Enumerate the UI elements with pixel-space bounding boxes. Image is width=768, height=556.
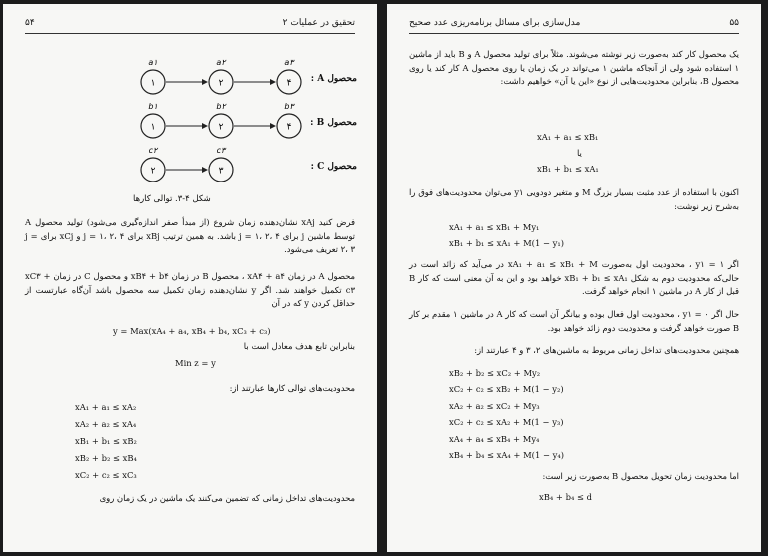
or-word: یا (577, 148, 582, 158)
machine-number: ۲ (150, 166, 156, 177)
due-date-constraint: xB₄ + b₄ ≤ d (539, 492, 592, 502)
product-a-label: محصول A : (310, 74, 357, 84)
left-page-number: ۵۴ (25, 18, 35, 28)
equation-y: y = Max(xA₄ + a₄, xB₄ + b₄, xC₃ + c₃) (113, 326, 271, 336)
task-duration-label: c۳ (216, 146, 226, 155)
right-book-page (387, 4, 761, 552)
task-duration-label: b۳ (284, 102, 294, 111)
left-running-title: تحقیق در عملیات ۲ (282, 18, 355, 28)
right-page-number: ۵۵ (729, 18, 739, 28)
task-sequence-diagram (3, 42, 377, 182)
task-duration-label: a۳ (284, 58, 294, 67)
either-constraint-2: xB₁ + b₁ ≤ xA₁ (537, 164, 599, 174)
task-duration-label: c۲ (148, 146, 158, 155)
machine-number: ۲ (218, 78, 224, 89)
right-paragraph-4: حال اگر y۱ = ۰ ، محدودیت اول فعال بوده و بیانگر آن است که کار A در ماشین ۱ مقدم بر کار B صورت خواهد گرفت و محدودیت دوم زائد خواهد بود. (409, 309, 740, 333)
machine-number: ۱ (150, 78, 156, 89)
sequence-constraint: xA₁ + a₁ ≤ xA₂ (75, 402, 137, 412)
overlap-constraint: xA₂ + a₂ ≤ xC₂ + My₃ (449, 401, 540, 411)
right-paragraph-5: همچنین محدودیت‌های تداخل زمانی مربوط به ماشین‌های ۲، ۳ و ۴ عبارتند از: (474, 345, 739, 355)
header-rule (25, 33, 355, 34)
big-m-constraint-1: xA₁ + a₁ ≤ xB₁ + My₁ (449, 222, 540, 232)
left-paragraph-3: بنابراین تابع هدف معادل است با (243, 341, 355, 351)
sequence-constraint: xB₂ + b₂ ≤ xB₄ (75, 453, 137, 463)
left-paragraph-4: محدودیت‌های تداخل زمانی که تضمین می‌کنند یک ماشین در یک زمان روی (99, 493, 355, 503)
figure-caption: شکل ۴-۳. توالی کارها (133, 194, 211, 204)
sequence-constraint: xB₁ + b₁ ≤ xB₂ (75, 436, 137, 446)
header-rule (409, 33, 739, 34)
overlap-constraint: xB₂ + b₂ ≤ xC₂ + My₂ (449, 368, 541, 378)
machine-number: ۴ (286, 78, 292, 89)
machine-number: ۳ (218, 166, 224, 177)
sequence-constraint: xC₂ + c₂ ≤ xC₃ (75, 470, 137, 480)
product-c-label: محصول C : (310, 162, 357, 172)
right-paragraph-3: اگر y۱ = ۱ ، محدودیت اول به‌صورت xA₁ + a₁ ≤ xB₁ + M در می‌آید که زائد است در حالی‌که محدودیت دوم به شکل xB₁ + b₁ ≤ xA₁ خواهد بود و این به آن معنی است که کار B قبل از کار A در ماشین ۱ انجام خواهد گرفت. (409, 259, 740, 296)
sequence-constraint: xA₂ + a₂ ≤ xA₄ (75, 419, 137, 429)
overlap-constraint: xC₂ + c₂ ≤ xA₂ + M(1 − y₃) (449, 417, 564, 427)
task-duration-label: b۲ (216, 102, 226, 111)
machine-number: ۱ (150, 122, 156, 133)
product-b-label: محصول B : (310, 118, 357, 128)
sequence-heading: محدودیت‌های توالی کارها عبارتند از: (229, 383, 355, 393)
overlap-constraint: xB₄ + b₄ ≤ xA₄ + M(1 − y₄) (449, 450, 564, 460)
task-duration-label: a۲ (216, 58, 226, 67)
objective-function: Min z = y (175, 358, 216, 368)
right-paragraph-2: اکنون با استفاده از عدد مثبت بسیار بزرگ M و متغیر دودویی y۱ می‌توان محدودیت‌های فوق را به‌شرح زیر نوشت: (409, 187, 739, 211)
right-page-header (409, 18, 739, 32)
left-paragraph-2: محصول A در زمان xA۴ + a۴ ، محصول B در زمان xB۴ + b۴ و محصول C در زمان xC۳ + c۳ تکمیل خواهند شد. اگر y نشان‌دهنده زمان تکمیل سه محصول باشد آن‌گاه عبارتست از حداقل کردن y که در آن (25, 271, 356, 308)
right-running-title: مدل‌سازی برای مسائل برنامه‌ریزی عدد صحیح (409, 18, 581, 28)
right-paragraph-6: اما محدودیت زمان تحویل محصول B به‌صورت زیر است: (542, 471, 739, 481)
machine-number: ۴ (286, 122, 292, 133)
either-constraint-1: xA₁ + a₁ ≤ xB₁ (537, 132, 599, 142)
overlap-constraint: xA₄ + a₄ ≤ xB₄ + My₄ (449, 434, 540, 444)
right-paragraph-1: یک محصول کار کند به‌صورت زیر نوشته می‌شوند. مثلاً برای تولید محصول A و B باید از ماشین ۱ استفاده شود ولی از آنجاکه ماشین ۱ می‌تواند در یک زمان یا روی محصول A کار کند یا روی محصول B، بنابراین محدودیت‌هایی از نوع «این یا آن» خواهیم داشت: (409, 49, 740, 86)
machine-number: ۲ (218, 122, 224, 133)
task-duration-label: b۱ (148, 102, 158, 111)
task-duration-label: a۱ (148, 58, 158, 67)
left-paragraph-1: فرض کنید xAj نشان‌دهنده زمان شروع (از مبدأ صفر اندازه‌گیری می‌شود) تولید محصول A توسط ماشین j برای j = ۱، ۲، ۴ باشد. به همین ترتیب xBj برای j = ۱، ۲، ۴ و xCj برای j = ۲، ۳ تعریف می‌شود. (25, 217, 356, 254)
left-page-header (25, 18, 355, 32)
overlap-constraint: xC₂ + c₂ ≤ xB₂ + M(1 − y₂) (449, 384, 564, 394)
left-book-page (3, 4, 377, 552)
big-m-constraint-2: xB₁ + b₁ ≤ xA₁ + M(1 − y₁) (449, 238, 564, 248)
